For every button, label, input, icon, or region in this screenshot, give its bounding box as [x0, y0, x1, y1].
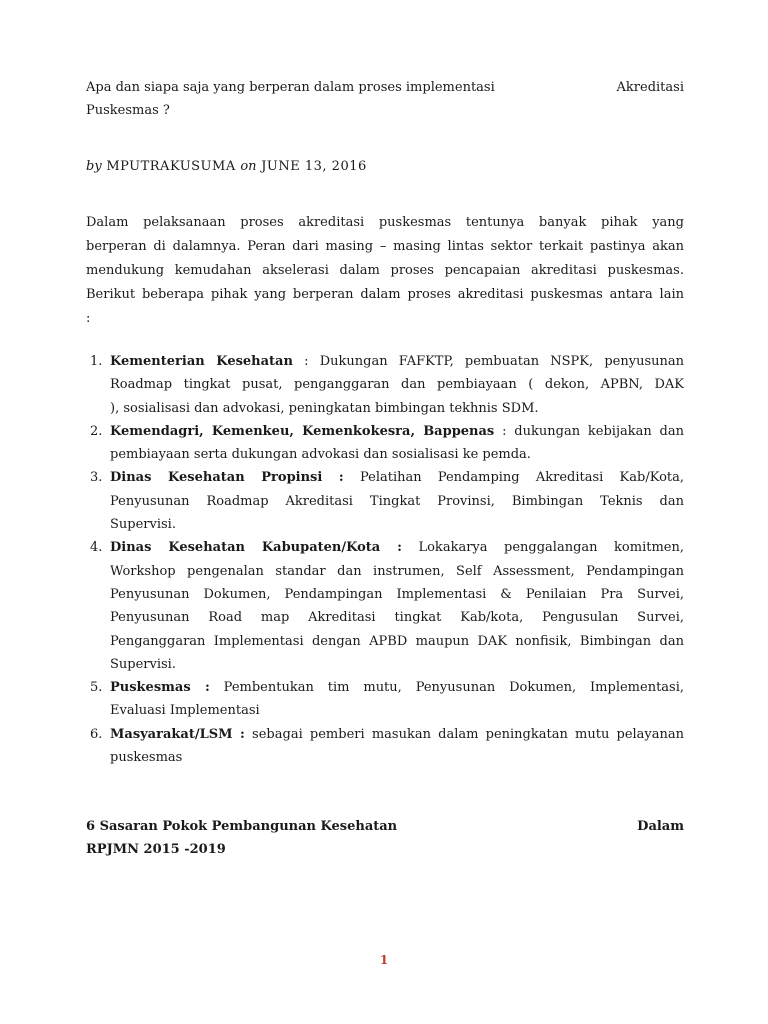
list-item: [86, 420, 684, 467]
stakeholder-list: [86, 350, 684, 769]
list-item-line: [110, 536, 684, 559]
list-item-line: [110, 420, 684, 443]
section-heading-right: Dalam: [637, 819, 684, 834]
intro-line: :: [86, 311, 91, 326]
intro-line: Dalam pelaksanaan proses akreditasi puskesmas tentunya banyak pihak yang: [86, 215, 684, 230]
list-item: [86, 466, 684, 536]
list-item-heading: Kemendagri, Kemenkeu, Kemenkokesra, Bappenas: [110, 423, 495, 439]
list-item: [86, 350, 684, 420]
list-item-number: 1.: [90, 354, 103, 369]
list-item-line: Penyusunan Road map Akreditasi tingkat Kab/kota, Pengusulan Survei,: [110, 610, 684, 626]
list-item-number: 5.: [90, 680, 103, 696]
intro-line: berperan di dalamnya. Peran dari masing – masing lintas sektor terkait pastinya akan: [86, 239, 684, 254]
list-item-text: : Dukungan FAFKTP, pembuatan NSPK, penyusunan: [292, 354, 684, 369]
article-title-line-1: [86, 76, 684, 99]
article-title-line-2: Puskesmas ?: [86, 103, 170, 118]
list-item-heading: Puskesmas :: [110, 680, 210, 696]
byline-author: MPUTRAKUSUMA: [106, 159, 236, 174]
list-item-number: 2.: [90, 423, 103, 439]
list-item-line: Evaluasi Implementasi: [110, 703, 260, 719]
section-heading-line-1: [86, 815, 684, 838]
list-item-line: [110, 676, 684, 699]
list-item-heading: Kementerian Kesehatan: [110, 354, 293, 369]
list-item: [86, 536, 684, 676]
article-title-left: Apa dan siapa saja yang berperan dalam proses implementasi: [86, 80, 495, 95]
list-item-heading: Dinas Kesehatan Kabupaten/Kota :: [110, 540, 402, 556]
list-item-number: 4.: [90, 540, 103, 556]
list-item: [86, 723, 684, 770]
list-item-line: [110, 350, 684, 373]
list-item-line: ), sosialisasi dan advokasi, peningkatan bimbingan tekhnis SDM.: [110, 400, 539, 416]
list-item-number: 6.: [90, 726, 103, 742]
list-item-line: Workshop pengenalan standar dan instrumen, Self Assessment, Pendampingan: [110, 563, 684, 579]
list-item-body: [110, 466, 684, 536]
list-item-line: Penyusunan Roadmap Akreditasi Tingkat Provinsi, Bimbingan Teknis dan: [110, 493, 684, 509]
byline: [86, 155, 684, 178]
byline-by: by: [86, 159, 102, 174]
list-item-line: Supervisi.: [110, 517, 176, 533]
intro-paragraph: [86, 211, 684, 331]
list-item-number: 3.: [90, 470, 103, 486]
list-item-text: : dukungan kebijakan dan: [494, 423, 684, 439]
list-item-body: [110, 723, 684, 770]
intro-line: Berikut beberapa pihak yang berperan dalam proses akreditasi puskesmas antara lain: [86, 287, 684, 302]
section-heading-line-2: RPJMN 2015 -2019: [86, 842, 226, 857]
list-item-body: [110, 536, 684, 676]
list-item-line: pembiayaan serta dukungan advokasi dan sosialisasi ke pemda.: [110, 447, 531, 463]
list-item-heading: Dinas Kesehatan Propinsi :: [110, 470, 344, 486]
list-item-line: Penganggaran Implementasi dengan APBD maupun DAK nonfisik, Bimbingan dan: [110, 633, 684, 649]
page-number: 1: [379, 953, 389, 967]
byline-on: on: [240, 159, 257, 174]
list-item-text: Pelatihan Pendamping Akreditasi Kab/Kota,: [343, 470, 684, 486]
byline-date: JUNE 13, 2016: [261, 159, 367, 174]
list-item-text: Lokakarya penggalangan komitmen,: [401, 540, 684, 556]
list-item-body: [110, 420, 684, 467]
list-item-line: puskesmas: [110, 750, 183, 766]
list-item-line: Supervisi.: [110, 656, 176, 672]
list-item-line: [110, 723, 684, 746]
list-item-line: [110, 466, 684, 489]
list-item-line: Penyusunan Dokumen, Pendampingan Implementasi & Penilaian Pra Survei,: [110, 586, 684, 602]
intro-line: mendukung kemudahan akselerasi dalam proses pencapaian akreditasi puskesmas.: [86, 263, 684, 278]
list-item-text: sebagai pemberi masukan dalam peningkatan mutu pelayanan: [244, 726, 684, 742]
list-item-body: [110, 350, 684, 420]
list-item: [86, 676, 684, 723]
list-item-heading: Masyarakat/LSM :: [110, 726, 245, 742]
section-heading-left: 6 Sasaran Pokok Pembangunan Kesehatan: [86, 819, 398, 834]
article-title-right: Akreditasi: [616, 80, 684, 95]
list-item-text: Pembentukan tim mutu, Penyusunan Dokumen, Implementasi,: [209, 680, 684, 696]
list-item-body: [110, 676, 684, 723]
list-item-line: Roadmap tingkat pusat, penganggaran dan pembiayaan ( dekon, APBN, DAK: [110, 377, 684, 393]
